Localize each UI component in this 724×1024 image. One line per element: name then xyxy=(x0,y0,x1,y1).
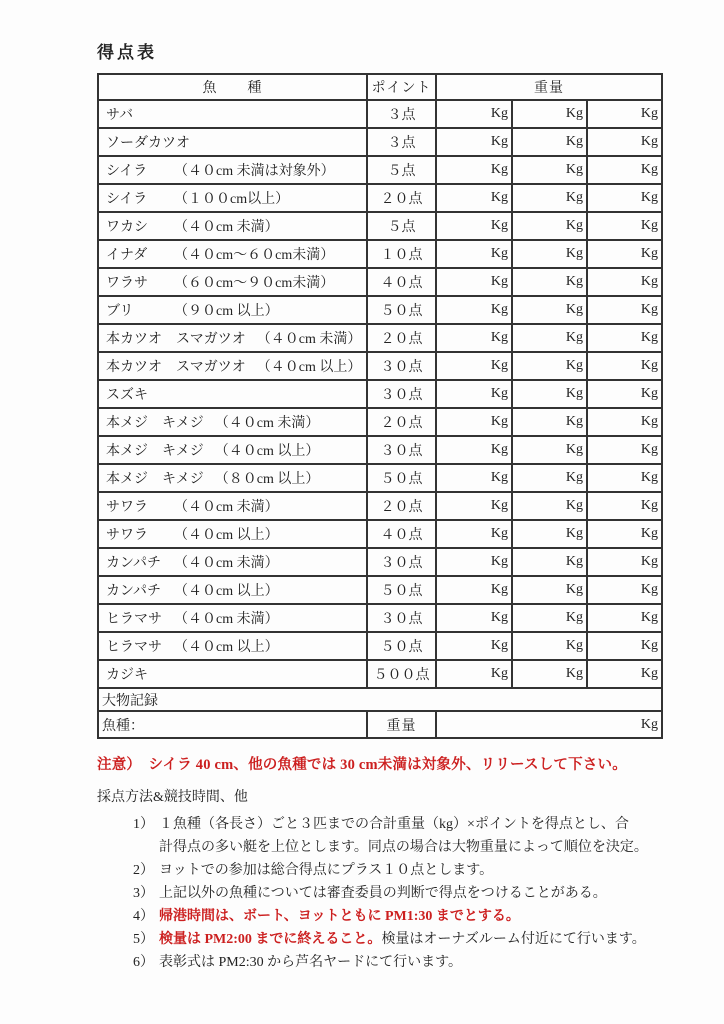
weight-kg-cell-3: Kg xyxy=(587,184,662,212)
rule-text-segment: 計得点の多い艇を上位とします。同点の場合は大物重量によって順位を決定。 xyxy=(159,840,648,855)
rule-line xyxy=(159,905,520,928)
weight-kg-cell-1: Kg xyxy=(436,464,512,492)
weight-kg-cell-2: Kg xyxy=(512,408,587,436)
weight-kg-cell-2: Kg xyxy=(512,240,587,268)
table-row xyxy=(98,660,662,688)
weight-kg-cell-3: Kg xyxy=(587,520,662,548)
weight-kg-cell-3: Kg xyxy=(587,296,662,324)
rule-number: 3） xyxy=(133,886,154,901)
weight-kg-cell-2: Kg xyxy=(512,324,587,352)
table-row xyxy=(98,324,662,352)
fish-cell xyxy=(98,296,367,324)
rule-number: 2） xyxy=(133,863,154,878)
weight-kg-cell-3: Kg xyxy=(587,464,662,492)
table-row xyxy=(98,212,662,240)
fish-cell xyxy=(98,632,367,660)
rule-text xyxy=(159,813,648,859)
fish-name: 本カツオ スマガツオ xyxy=(106,360,246,375)
fish-name: シイラ xyxy=(106,164,148,179)
fish-points: ４０点 xyxy=(367,268,436,296)
weight-kg-cell-2: Kg xyxy=(512,520,587,548)
record-fish-label: 魚種： xyxy=(98,711,367,738)
fish-points: ５０点 xyxy=(367,576,436,604)
weight-kg-cell-3: Kg xyxy=(587,240,662,268)
weight-kg-cell-2: Kg xyxy=(512,436,587,464)
fish-size: （４０cm 以上） xyxy=(256,360,362,375)
fish-cell xyxy=(98,268,367,296)
weight-kg-cell-3: Kg xyxy=(587,576,662,604)
fish-rows-body xyxy=(98,100,662,688)
rule-number: 1） xyxy=(133,817,154,832)
weight-kg-cell-1: Kg xyxy=(436,184,512,212)
weight-kg-cell-3: Kg xyxy=(587,632,662,660)
fish-name: サバ xyxy=(106,108,134,123)
fish-size: （４０cm 以上） xyxy=(174,640,279,655)
rule-text-segment: １魚種（各長さ）ごと３匹までの合計重量（kg）×ポイントを得点とし、合 xyxy=(159,817,629,832)
table-row xyxy=(98,352,662,380)
rule-line xyxy=(159,836,648,859)
fish-size: （４０cm 未満） xyxy=(214,416,320,431)
weight-kg-cell-1: Kg xyxy=(436,352,512,380)
weight-kg-cell-1: Kg xyxy=(436,212,512,240)
rule-item xyxy=(133,905,724,928)
fish-cell xyxy=(98,520,367,548)
table-row xyxy=(98,100,662,128)
weight-kg-cell-3: Kg xyxy=(587,212,662,240)
fish-points: ２０点 xyxy=(367,324,436,352)
table-row xyxy=(98,436,662,464)
fish-name: 本カツオ スマガツオ xyxy=(106,332,246,347)
weight-kg-cell-1: Kg xyxy=(436,324,512,352)
weight-kg-cell-2: Kg xyxy=(512,156,587,184)
rule-number: 6） xyxy=(133,955,154,970)
fish-points: ３点 xyxy=(367,128,436,156)
weight-kg-cell-2: Kg xyxy=(512,380,587,408)
weight-kg-cell-2: Kg xyxy=(512,268,587,296)
fish-name: 本メジ キメジ xyxy=(106,472,204,487)
fish-cell xyxy=(98,352,367,380)
weight-kg-cell-1: Kg xyxy=(436,296,512,324)
weight-kg-cell-3: Kg xyxy=(587,604,662,632)
weight-kg-cell-2: Kg xyxy=(512,492,587,520)
fish-cell xyxy=(98,240,367,268)
fish-cell xyxy=(98,436,367,464)
fish-size: （４０cm 以上） xyxy=(214,444,320,459)
fish-name: ヒラマサ xyxy=(106,640,162,655)
fish-size: （４０cm 未満は対象外） xyxy=(174,164,335,179)
weight-kg-cell-2: Kg xyxy=(512,464,587,492)
points-column-header: ポイント xyxy=(367,74,436,100)
rule-line xyxy=(159,928,646,951)
fish-size: （１００cm以上） xyxy=(174,192,290,207)
weight-kg-cell-3: Kg xyxy=(587,408,662,436)
table-header-row xyxy=(98,74,662,100)
fish-size: （４０cm～６０cm未満） xyxy=(174,248,335,263)
fish-cell xyxy=(98,212,367,240)
fish-size: （４０cm 未満） xyxy=(174,556,279,571)
weight-kg-cell-1: Kg xyxy=(436,604,512,632)
fish-cell xyxy=(98,184,367,212)
fish-name: ワカシ xyxy=(106,220,148,235)
rule-item xyxy=(133,859,724,882)
fish-cell xyxy=(98,660,367,688)
fish-points: ３０点 xyxy=(367,380,436,408)
fish-cell xyxy=(98,128,367,156)
rule-number: 4） xyxy=(133,909,154,924)
fish-name: シイラ xyxy=(106,192,148,207)
fish-points: ５０点 xyxy=(367,632,436,660)
rule-text xyxy=(159,882,607,905)
fish-name: カジキ xyxy=(106,668,148,683)
fish-points: ３０点 xyxy=(367,604,436,632)
fish-size: （８０cm 以上） xyxy=(214,472,320,487)
record-entry-row xyxy=(98,711,662,738)
big-record-row xyxy=(98,688,662,711)
fish-name: カンパチ xyxy=(106,556,162,571)
fish-size: （４０cm 以上） xyxy=(174,584,279,599)
weight-kg-cell-1: Kg xyxy=(436,380,512,408)
page-title: 得点表 xyxy=(97,43,157,62)
table-row xyxy=(98,604,662,632)
fish-points: ５点 xyxy=(367,156,436,184)
rule-text xyxy=(159,928,646,951)
fish-name: イナダ xyxy=(106,248,148,263)
weight-kg-cell-3: Kg xyxy=(587,380,662,408)
weight-kg-cell-3: Kg xyxy=(587,548,662,576)
weight-kg-cell-2: Kg xyxy=(512,128,587,156)
rule-text-segment: ヨットでの参加は総合得点にプラス１０点とします。 xyxy=(159,863,494,878)
table-row xyxy=(98,128,662,156)
weight-kg-cell-1: Kg xyxy=(436,128,512,156)
fish-name: サワラ xyxy=(106,528,148,543)
weight-kg-cell-2: Kg xyxy=(512,548,587,576)
weight-kg-cell-3: Kg xyxy=(587,156,662,184)
rules-heading: 採点方法&競技時間、他 xyxy=(97,790,248,805)
rule-line xyxy=(159,813,648,836)
rule-text-segment: 検量はオーナズルーム付近にて行います。 xyxy=(381,932,646,947)
fish-points: ３０点 xyxy=(367,436,436,464)
table-row xyxy=(98,296,662,324)
table-row xyxy=(98,268,662,296)
weight-kg-cell-1: Kg xyxy=(436,660,512,688)
rule-item xyxy=(133,882,724,905)
fish-size: （４０cm 未満） xyxy=(174,612,279,627)
fish-name: スズキ xyxy=(106,388,148,403)
rule-text-segment: 上記以外の魚種については審査委員の判断で得点をつけることがある。 xyxy=(159,886,607,901)
fish-size: （６０cm～９０cm未満） xyxy=(174,276,335,291)
fish-name: サワラ xyxy=(106,500,148,515)
weight-kg-cell-3: Kg xyxy=(587,268,662,296)
fish-cell xyxy=(98,604,367,632)
fish-name: ワラサ xyxy=(106,276,148,291)
fish-cell xyxy=(98,100,367,128)
rule-number: 5） xyxy=(133,932,154,947)
rule-line xyxy=(159,951,462,974)
table-row xyxy=(98,632,662,660)
weight-kg-cell-1: Kg xyxy=(436,100,512,128)
record-weight-label: 重量 xyxy=(367,711,436,738)
fish-size: （４０cm 未満） xyxy=(256,332,362,347)
fish-points: ２０点 xyxy=(367,492,436,520)
weight-kg-cell-2: Kg xyxy=(512,296,587,324)
fish-cell xyxy=(98,548,367,576)
weight-kg-cell-2: Kg xyxy=(512,632,587,660)
fish-name: ソーダカツオ xyxy=(106,136,190,151)
fish-points: ５０点 xyxy=(367,296,436,324)
fish-size: （９０cm 以上） xyxy=(174,304,279,319)
weight-kg-cell-2: Kg xyxy=(512,660,587,688)
record-section xyxy=(98,688,662,738)
fish-size: （４０cm 未満） xyxy=(174,220,279,235)
rule-text xyxy=(159,951,462,974)
table-row xyxy=(98,184,662,212)
weight-kg-cell-3: Kg xyxy=(587,660,662,688)
weight-kg-cell-2: Kg xyxy=(512,576,587,604)
weight-kg-cell-1: Kg xyxy=(436,408,512,436)
weight-kg-cell-1: Kg xyxy=(436,268,512,296)
fish-name: ブリ xyxy=(106,304,134,319)
fish-points: ３０点 xyxy=(367,548,436,576)
rule-item xyxy=(133,813,724,859)
fish-size: （４０cm 未満） xyxy=(174,500,279,515)
record-kg-cell: Kg xyxy=(436,711,662,738)
fish-cell xyxy=(98,576,367,604)
weight-kg-cell-1: Kg xyxy=(436,492,512,520)
weight-kg-cell-1: Kg xyxy=(436,240,512,268)
fish-cell xyxy=(98,492,367,520)
big-record-label: 大物記録 xyxy=(98,688,662,711)
rule-line xyxy=(159,859,493,882)
table-row xyxy=(98,240,662,268)
rule-text xyxy=(159,905,520,928)
fish-cell xyxy=(98,464,367,492)
weight-kg-cell-1: Kg xyxy=(436,520,512,548)
table-row xyxy=(98,548,662,576)
fish-points: ５００点 xyxy=(367,660,436,688)
weight-column-header: 重量 xyxy=(436,74,662,100)
fish-points: ５点 xyxy=(367,212,436,240)
weight-kg-cell-3: Kg xyxy=(587,128,662,156)
rule-item xyxy=(133,928,724,951)
table-row xyxy=(98,408,662,436)
fish-points: ５０点 xyxy=(367,464,436,492)
fish-cell xyxy=(98,156,367,184)
weight-kg-cell-2: Kg xyxy=(512,100,587,128)
rule-item xyxy=(133,951,724,974)
weight-kg-cell-1: Kg xyxy=(436,632,512,660)
weight-kg-cell-2: Kg xyxy=(512,184,587,212)
weight-kg-cell-3: Kg xyxy=(587,100,662,128)
weight-kg-cell-3: Kg xyxy=(587,436,662,464)
rule-text xyxy=(159,859,493,882)
weight-kg-cell-1: Kg xyxy=(436,156,512,184)
fish-name: 本メジ キメジ xyxy=(106,416,204,431)
table-row xyxy=(98,464,662,492)
fish-points: ３０点 xyxy=(367,352,436,380)
table-row xyxy=(98,576,662,604)
table-row xyxy=(98,380,662,408)
weight-kg-cell-1: Kg xyxy=(436,576,512,604)
rule-text-segment: 検量は PM2:00 までに終えること。 xyxy=(159,932,382,947)
fish-points: ２０点 xyxy=(367,408,436,436)
fish-column-header: 魚 種 xyxy=(98,74,367,100)
fish-cell xyxy=(98,408,367,436)
caution-note: 注意） シイラ 40 cm、他の魚種では 30 cm未満は対象外、リリースして下さい。 xyxy=(97,757,627,773)
table-row xyxy=(98,520,662,548)
rule-text-segment: 表彰式は PM2:30 から芦名ヤードにて行います。 xyxy=(159,955,463,970)
score-table xyxy=(97,73,663,739)
weight-kg-cell-1: Kg xyxy=(436,436,512,464)
fish-cell xyxy=(98,380,367,408)
weight-kg-cell-1: Kg xyxy=(436,548,512,576)
weight-kg-cell-3: Kg xyxy=(587,324,662,352)
weight-kg-cell-2: Kg xyxy=(512,604,587,632)
weight-kg-cell-3: Kg xyxy=(587,352,662,380)
table-row xyxy=(98,156,662,184)
fish-points: ３点 xyxy=(367,100,436,128)
weight-kg-cell-2: Kg xyxy=(512,352,587,380)
weight-kg-cell-3: Kg xyxy=(587,492,662,520)
fish-size: （４０cm 以上） xyxy=(174,528,279,543)
fish-name: 本メジ キメジ xyxy=(106,444,204,459)
table-row xyxy=(98,492,662,520)
fish-name: カンパチ xyxy=(106,584,162,599)
rules-list xyxy=(133,813,724,974)
fish-cell xyxy=(98,324,367,352)
weight-kg-cell-2: Kg xyxy=(512,212,587,240)
rule-line xyxy=(159,882,607,905)
fish-points: １０点 xyxy=(367,240,436,268)
rule-text-segment: 帰港時間は、ボート、ヨットともに PM1:30 までとする。 xyxy=(159,909,520,924)
fish-points: ２０点 xyxy=(367,184,436,212)
fish-name: ヒラマサ xyxy=(106,612,162,627)
fish-points: ４０点 xyxy=(367,520,436,548)
